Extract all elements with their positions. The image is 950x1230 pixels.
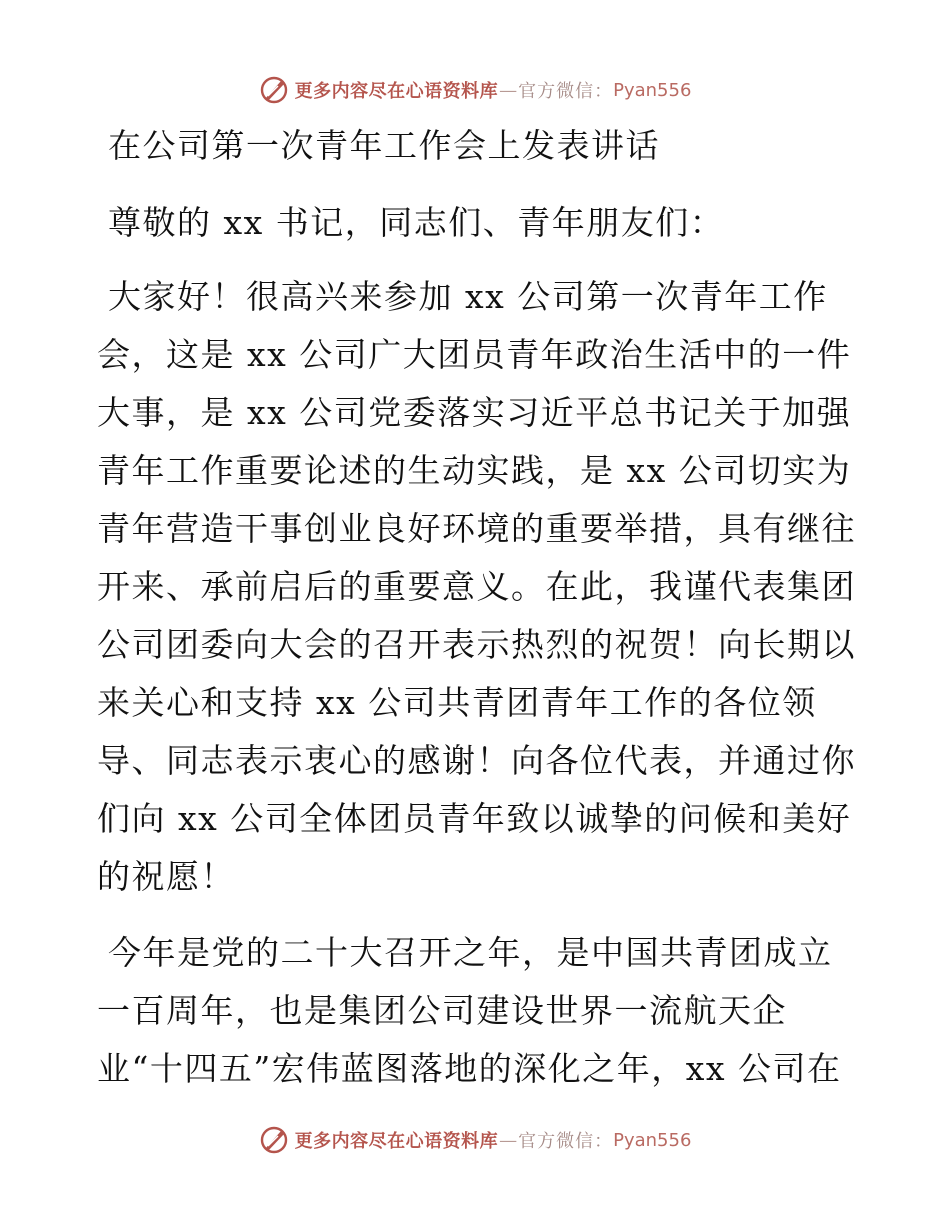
banner-sub-text: 官方微信： (518, 1131, 614, 1152)
paragraph-line: 一百周年，也是集团公司建设世界一流航天企 (97, 991, 787, 1030)
paragraph-line: 的祝愿！ (97, 857, 235, 896)
paragraph-line: 来关心和支持 xx 公司共青团青年工作的各位领 (97, 683, 817, 722)
banner-dash: — (499, 1129, 518, 1151)
header-watermark-banner (0, 72, 950, 108)
banner-dash: — (499, 79, 518, 101)
paragraph-line: 今年是党的二十大召开之年，是中国共青团成立 (108, 933, 833, 972)
banner-wechat-id: Pyan556 (613, 1129, 692, 1151)
salutation: 尊敬的 xx 书记，同志们、青年朋友们： (108, 203, 725, 242)
banner-sub-text: 官方微信： (518, 81, 614, 102)
paragraph-line: 大家好！很高兴来参加 xx 公司第一次青年工作 (108, 277, 828, 316)
quill-pen-logo-icon (259, 75, 289, 105)
banner-main-text: 更多内容尽在心语资料库 (294, 81, 499, 102)
paragraph-line: 们向 xx 公司全体团员青年致以诚挚的问候和美好 (97, 799, 852, 838)
footer-watermark-banner (0, 1122, 950, 1158)
document-title: 在公司第一次青年工作会上发表讲话 (108, 126, 660, 165)
paragraph-line: 青年营造干事创业良好环境的重要举措，具有继往 (97, 509, 856, 548)
paragraph-line: 大事，是 xx 公司党委落实习近平总书记关于加强 (97, 393, 852, 432)
quill-pen-logo-icon (259, 1125, 289, 1155)
paragraph-line: 开来、承前启后的重要意义。在此，我谨代表集团 (97, 567, 856, 606)
banner-main-text: 更多内容尽在心语资料库 (294, 1131, 499, 1152)
paragraph-line: 业“十四五”宏伟蓝图落地的深化之年，xx 公司在 (97, 1049, 842, 1088)
paragraph-line: 导、同志表示衷心的感谢！向各位代表，并通过你 (97, 741, 856, 780)
paragraph-line: 公司团委向大会的召开表示热烈的祝贺！向长期以 (97, 625, 856, 664)
banner-wechat-id: Pyan556 (613, 79, 692, 101)
paragraph-line: 青年工作重要论述的生动实践，是 xx 公司切实为 (97, 451, 852, 490)
paragraph-line: 会，这是 xx 公司广大团员青年政治生活中的一件 (97, 335, 852, 374)
